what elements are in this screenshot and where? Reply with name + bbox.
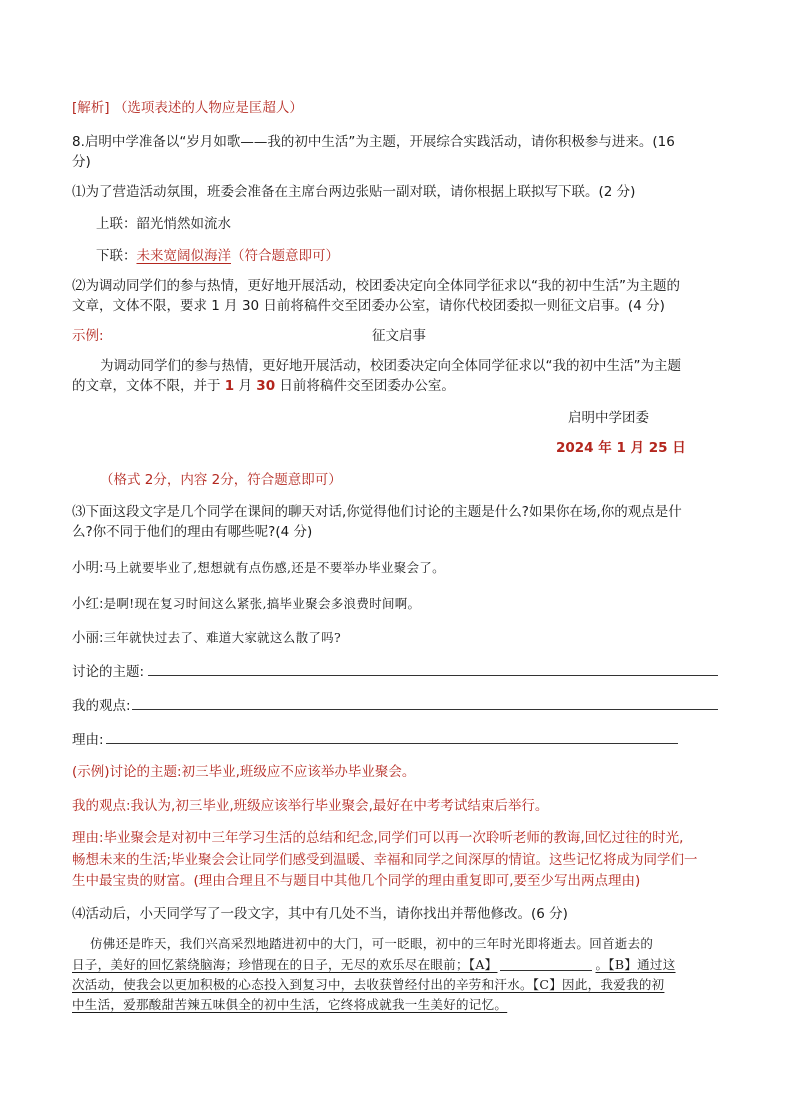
topic-answer-line[interactable] (148, 675, 718, 676)
answer-topic: (示例)讨论的主题:初三毕业,班级应不应该举办毕业聚会。 (72, 764, 416, 780)
passage-line2: 日子，美好的回忆萦绕脑海；珍惜现在的日子，无尽的欢乐尽在眼前；【A】 。【B】通过这 (72, 957, 676, 972)
q8-part3-question-line2: 么?你不同于他们的理由有哪些呢?(4 分) (72, 524, 313, 540)
passage-line4: 中生活，爱那酸甜苦辣五味俱全的初中生活，它终将成就我一生美好的记忆。 (72, 997, 508, 1012)
notice-date: 2024 年 1 月 25 日 (556, 440, 686, 456)
notice-body-line1: 为调动同学们的参与热情，更好地开展活动，校团委决定向全体同学征求以“我的初中生活”为主题 (100, 358, 681, 374)
example-label: 示例: (72, 328, 104, 344)
passage-line3: 次活动，使我会以更加积极的心态投入到复习中，去收获曾经付出的辛劳和汗水。【C】因此，我爱我的初 (72, 977, 665, 992)
q8-part2-question-line2: 文章，文体不限，要求 1 月 30 日前将稿件交至团委办公室，请你代校团委拟一则征文启事。(4 分) (72, 298, 665, 314)
dialogue-line (72, 556, 445, 576)
dialogue-line (72, 626, 341, 646)
q8-part2-question-line1: ⑵为调动同学们的参与热情，更好地开展活动，校团委决定向全体同学征求以“我的初中生活”为主题的 (72, 278, 680, 294)
dialogue-text: 马上就要毕业了,想想就有点伤感,还是不要举办毕业聚会了。 (103, 560, 445, 575)
topic-label: 讨论的主题: (72, 664, 145, 680)
reason-answer-line[interactable] (106, 743, 678, 744)
dialogue-speaker: 小红: (72, 596, 104, 612)
notice-signature: 启明中学团委 (568, 410, 649, 426)
couplet-lower (96, 244, 339, 264)
answer-reason-line1: 理由:毕业聚会是对初中三年学习生活的总结和纪念,同学们可以再一次聆听老师的教诲,回忆过往的时光, (72, 830, 684, 846)
q8-stem-line2: 分) (72, 154, 91, 170)
couplet-lower-label: 下联： (96, 248, 137, 264)
couplet-lower-note: （符合题意即可） (231, 248, 339, 264)
q8-part3-question-line1: ⑶下面这段文字是几个同学在课间的聊天对话,你觉得他们讨论的主题是什么?如果你在场,你的观点是什 (72, 504, 682, 520)
analysis-note: [解析] （选项表述的人物应是匡超人） (72, 100, 303, 116)
dialogue-text: 是啊!现在复习时间这么紧张,搞毕业聚会多浪费时间啊。 (103, 596, 421, 611)
notice-body-line2: 的文章，文体不限，并于 1 月 30 日前将稿件交至团委办公室。 (72, 378, 455, 394)
passage-blank[interactable] (500, 958, 592, 971)
dialogue-line (72, 592, 420, 612)
answer-reason-line3: 生中最宝贵的财富。(理由合理且不与题目中其他几个同学的理由重复即可,要至少写出两点理由) (72, 873, 641, 889)
couplet-upper (96, 212, 231, 232)
couplet-upper-text: 韶光悄然如流水 (136, 216, 231, 232)
q8-stem-line1: 8.启明中学准备以“岁月如歌——我的初中生活”为主题，开展综合实践活动，请你积极参与进来。(16 (72, 134, 675, 150)
dialogue-speaker: 小明: (72, 560, 104, 576)
answer-view: 我的观点:我认为,初三毕业,班级应该举行毕业聚会,最好在中考考试结束后举行。 (72, 798, 549, 814)
answer-reason-line2: 畅想未来的生活;毕业聚会会让同学们感受到温暖、幸福和同学之间深厚的情谊。这些记忆将成为同学们一 (72, 852, 698, 868)
notice-title: 征文启事 (372, 328, 426, 344)
couplet-upper-label: 上联： (96, 216, 137, 232)
reason-label: 理由: (72, 732, 104, 748)
q8-part4-question: ⑷活动后，小天同学写了一段文字，其中有几处不当，请你找出并帮他修改。(6 分) (72, 906, 568, 922)
view-label: 我的观点: (72, 698, 131, 714)
q8-part1-question: ⑴为了营造活动氛围，班委会准备在主席台两边张贴一副对联，请你根据上联拟写下联。(2 分) (72, 184, 636, 200)
dialogue-speaker: 小丽: (72, 630, 104, 646)
dialogue-text: 三年就快过去了、难道大家就这么散了吗? (103, 630, 341, 645)
passage-line1: 仿佛还是昨天，我们兴高采烈地踏进初中的大门，可一眨眼，初中的三年时光即将逝去。回首逝去的 (90, 936, 654, 951)
couplet-lower-answer: 未来宽阔似海洋 (136, 248, 231, 264)
view-answer-line[interactable] (132, 709, 718, 710)
part2-scoring-note: （格式 2分，内容 2分，符合题意即可） (100, 472, 342, 488)
